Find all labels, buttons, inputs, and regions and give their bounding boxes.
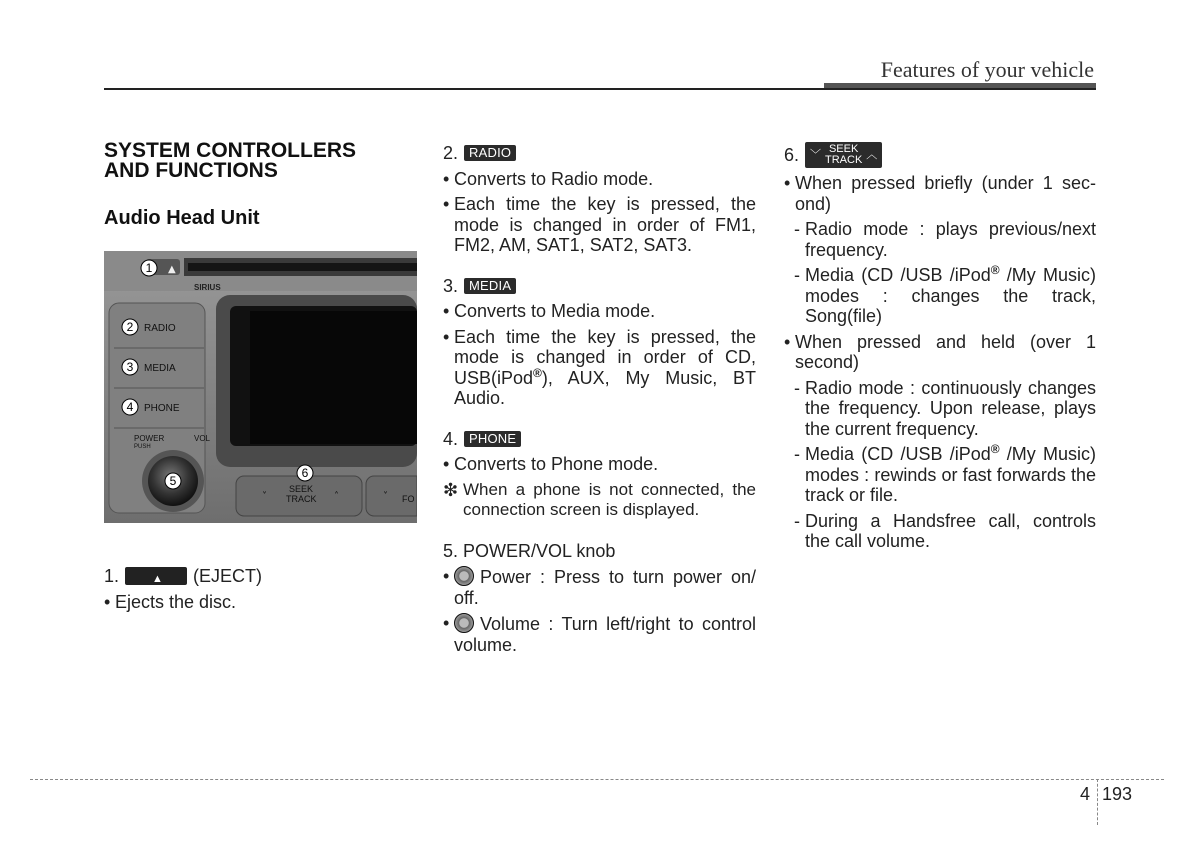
header-rule <box>104 88 1096 90</box>
column-2: 2. RADIO • Converts to Radio mode. • Each time the key is pressed, the mode is changed in order of FM1, FM2, AM, SAT1, SAT2, SAT3. 3. MEDIA • Converts to Media mode. • Each time the key is pressed, the mode is changed in order of CD, USB(iPod®), AUX, My Music, BT Audio. 4. PHONE • Converts to Phone mode. ❇ When a phone is not connected, the connection screen is displayed. 5. POWER/VOL knob • Power : Press to turn power on/ off. • Volume : Turn left/right to control volume. <box>443 143 756 655</box>
seek-held-call: During a Handsfree call, controls the call volume. <box>805 510 1096 551</box>
phone-button-label: PHONE <box>144 403 180 414</box>
callout-1: 1 <box>145 261 153 275</box>
knob-icon <box>454 566 474 586</box>
item-number: 1. <box>104 566 120 586</box>
callout-6: 6 <box>301 466 309 480</box>
power-label: POWER <box>134 434 165 443</box>
callout-2: 2 <box>126 320 134 334</box>
media-desc-2: Each time the key is pressed, the mode is changed in order of CD, USB(iPod®), AUX, My Music, BT Audio. <box>454 326 756 408</box>
track-label: TRACK <box>286 494 317 504</box>
volume-desc: Volume : Turn left/right to control volume. <box>454 614 756 655</box>
seek-key-bottom: TRACK <box>825 154 863 166</box>
seek-track-key <box>805 142 882 168</box>
footer-rule <box>30 779 1164 780</box>
item-number: 6. <box>784 144 800 165</box>
seek-held: When pressed and held (over 1 second) <box>795 331 1096 372</box>
section-title: SYSTEM CONTROLLERS AND FUNCTIONS <box>104 139 357 182</box>
phone-desc-1: Converts to Phone mode. <box>454 454 659 474</box>
media-key: MEDIA <box>464 278 516 294</box>
eject-desc: Ejects the disc. <box>115 591 237 612</box>
radio-desc-1: Converts to Radio mode. <box>454 168 654 189</box>
chapter-number: 4 <box>1080 784 1091 804</box>
power-desc: Power : Press to turn power on/ off. <box>454 567 756 608</box>
callout-4: 4 <box>126 400 134 414</box>
running-header-title: Features of your vehicle <box>880 57 1094 82</box>
knob-icon <box>454 613 474 633</box>
seek-brief: When pressed briefly (under 1 sec- ond) <box>795 173 1096 214</box>
seek-held-radio: Radio mode : continuously changes the frequency. Upon release, plays the current frequency. <box>805 377 1096 439</box>
head-unit-photo <box>104 251 417 523</box>
svg-text:˄: ˄ <box>334 491 339 502</box>
seek-key-top: SEEK <box>828 143 859 155</box>
vol-label: VOL <box>194 434 211 443</box>
radio-key: RADIO <box>464 145 516 161</box>
sirius-logo: SIRIUS <box>194 283 221 292</box>
svg-text:˅: ˅ <box>383 491 388 502</box>
note-icon: ❇ <box>443 479 459 500</box>
footer-divider <box>1097 779 1098 825</box>
subsection-title: Audio Head Unit <box>104 207 260 229</box>
svg-text:˅: ˅ <box>262 491 267 502</box>
eject-item: 1. ▲ (EJECT) • Ejects the disc. <box>104 566 404 612</box>
item-number: 2. <box>443 143 459 163</box>
power-title: 5. POWER/VOL knob <box>443 540 616 561</box>
chevron-up-icon: ︿ <box>866 148 878 161</box>
item-number: 4. <box>443 428 459 449</box>
chevron-down-icon: ﹀ <box>810 148 822 161</box>
media-button-label: MEDIA <box>144 363 176 374</box>
svg-text:▲: ▲ <box>168 264 176 275</box>
callout-5: 5 <box>169 474 177 488</box>
seek-held-media: Media (CD /USB /iPod® /My Music) modes : rewinds or fast forwards the track or file. <box>805 442 1096 505</box>
phone-key: PHONE <box>464 431 521 447</box>
column-3: 6. ﹀ SEEK TRACK ︿ • When pressed briefly (under 1 sec- ond) - Radio mode : plays previous/next frequency. - Media (CD /USB /iPod® /My Music) modes : changes the track, Song(file) • When pressed and held (over 1 second) - Radio mode : continuously changes the frequency. Upon release, plays the current frequency. - Media (CD /USB /iPod® /My Music) modes : rewinds or fast forwards the track or file. - During a Handsfree call, controls the call volume. <box>784 143 1096 551</box>
push-label: PUSH <box>134 444 151 450</box>
media-desc-1: Converts to Media mode. <box>454 301 656 321</box>
seek-brief-media: Media (CD /USB /iPod® /My Music) modes : changes the track, Song(file) <box>805 263 1096 326</box>
eject-icon: ▲ <box>125 567 187 585</box>
fo-label: FO <box>402 494 415 504</box>
page-number: 193 <box>1102 784 1133 804</box>
phone-note: When a phone is not connected, the connection screen is displayed. <box>463 479 756 519</box>
radio-desc-2: Each time the key is pressed, the mode is changed in order of FM1, FM2, AM, SAT1, SAT2, SAT3. <box>454 194 756 255</box>
seek-label: SEEK <box>289 484 314 494</box>
callout-3: 3 <box>126 360 134 374</box>
eject-label: (EJECT) <box>193 566 263 586</box>
radio-button-label: RADIO <box>144 323 176 334</box>
seek-brief-radio: Radio mode : plays previous/next frequency. <box>805 219 1096 260</box>
item-number: 3. <box>443 275 459 296</box>
